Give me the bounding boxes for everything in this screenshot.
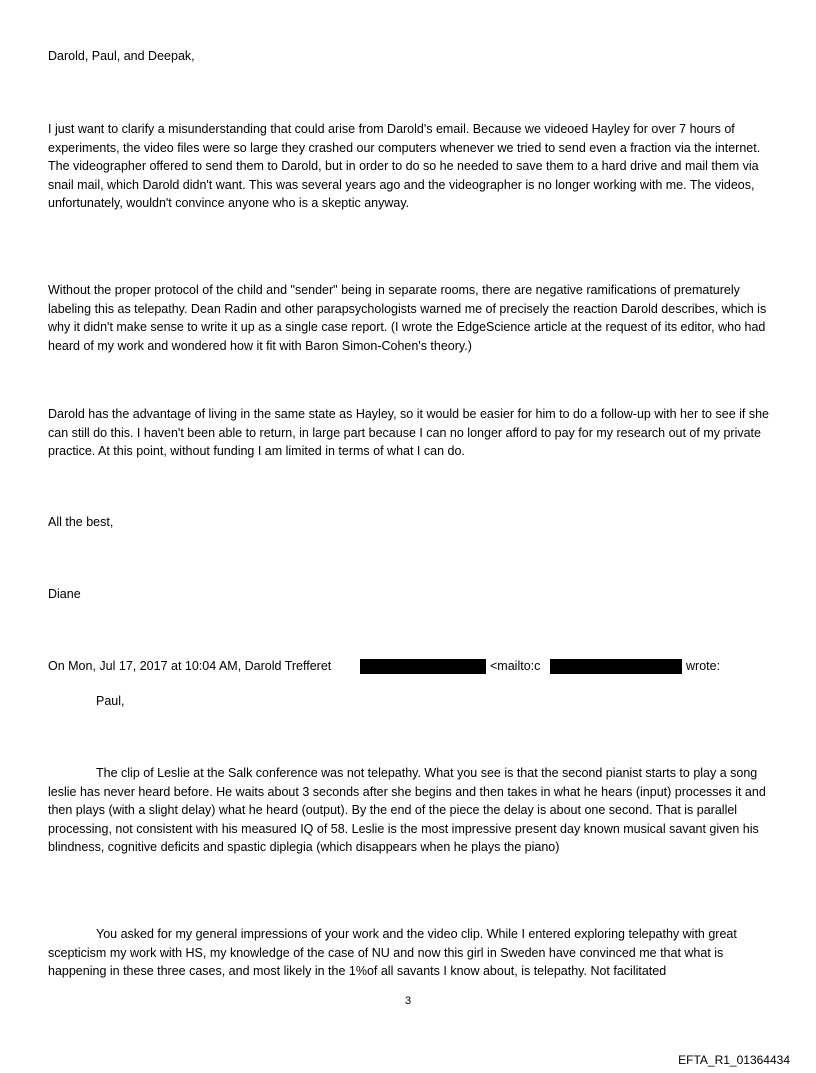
quoted-paragraph-2: You asked for my general impressions of your work and the video clip. While I entered exploring telepathy with great scepticism my work with HS, my knowledge of the case of NU and now this girl in Sweden have convinced me that what is happening in these three cases, and most likely in the 1%of all savants I know about, is telepathy. Not facilitated	[48, 927, 737, 979]
redaction-bar-sender-email	[360, 659, 486, 674]
letter-paragraph-3: Darold has the advantage of living in the same state as Hayley, so it would be easier for him to do a follow-up with her to see if she can still do this. I haven't been able to return, in large part because I can no longer afford to pay for my research out of my private practice. At this point, without funding I am limited in terms of what I can do.	[48, 407, 769, 459]
quoted-salutation: Paul,	[96, 694, 125, 708]
quoted-email-header	[48, 657, 773, 677]
letter-signature: Diane	[48, 587, 81, 601]
quoted-paragraph-1: The clip of Leslie at the Salk conference was not telepathy. What you see is that the second pianist starts to play a song leslie has never heard before. He waits about 3 seconds after she begins and then takes in what he hears (input) processes it and then plays (with a slight delay) what he heard (output). By the end of the piece the delay is about one second. That is parallel processing, not consistent with his measured IQ of 58. Leslie is the most impressive present day known musical savant given his blindness, cognitive deficits and spastic diplegia (which disappears when he plays the piano)	[48, 766, 766, 855]
page-number: 3	[404, 995, 412, 1007]
letter-salutation: Darold, Paul, and Deepak,	[48, 49, 195, 63]
quoted-header-mailto: <mailto:c	[490, 659, 541, 673]
redaction-bar-mailto-address	[550, 659, 682, 674]
letter-paragraph-1: I just want to clarify a misunderstanding that could arise from Darold's email. Because we videoed Hayley for over 7 hours of experiments, the video files were so large they crashed our computers whenever we tried to send even a fraction via the internet. The videographer offered to send them to Darold, but in order to do so he needed to save them to a hard drive and mail them via snail mail, which Darold didn't want. This was several years ago and the videographer is no longer working with me. The videos, unfortunately, wouldn't convince anyone who is a skeptic anyway.	[48, 122, 761, 211]
letter-paragraph-2: Without the proper protocol of the child and "sender" being in separate rooms, there are negative ramifications of prematurely labeling this as telepathy. Dean Radin and other parapsychologists warned me of precisely the reaction Darold describes, which is why it didn't make sense to write it up as a single case report. (I wrote the EdgeScience article at the request of its editor, who had heard of my work and wondered how it fit with Baron Simon-Cohen's theory.)	[48, 283, 767, 353]
quoted-header-prefix: On Mon, Jul 17, 2017 at 10:04 AM, Darold Trefferet	[48, 659, 332, 673]
document-id: EFTA_R1_01364434	[678, 1053, 790, 1067]
letter-closing: All the best,	[48, 515, 114, 529]
quoted-header-suffix: wrote:	[686, 659, 721, 673]
